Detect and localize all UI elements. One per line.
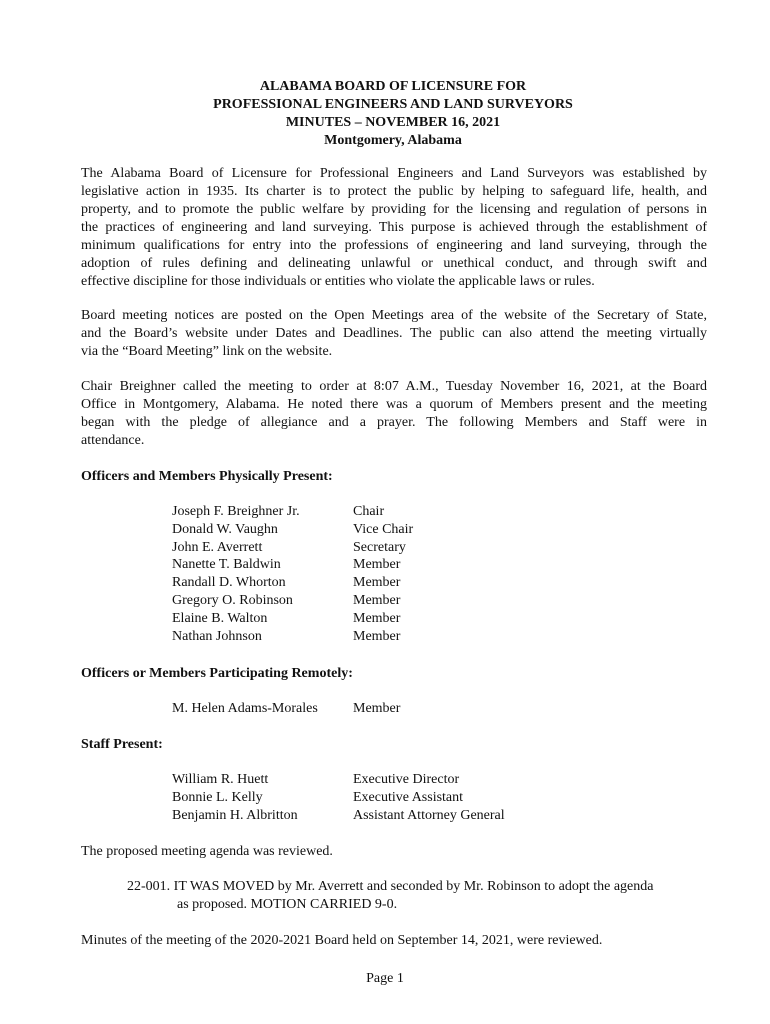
page-number: Page 1 (366, 971, 404, 986)
member-name: Elaine B. Walton (172, 610, 268, 626)
member-role: Member (353, 628, 401, 644)
member-name: Nathan Johnson (172, 628, 262, 644)
notices-line: via the “Board Meeting” link on the website. (81, 344, 333, 359)
staff-row (172, 807, 505, 825)
member-name: Nanette T. Baldwin (172, 557, 281, 573)
member-name: John E. Averrett (172, 539, 263, 555)
member-row (172, 592, 413, 610)
member-role: Vice Chair (353, 521, 414, 537)
notices-line: and the Board’s website under Dates and Deadlines. The public can also attend the meeting virtually (81, 326, 707, 341)
call-to-order-line: Office in Montgomery, Alabama. He noted there was a quorum of Members present and the meeting (81, 397, 707, 412)
present-members-list (172, 503, 413, 645)
minutes-review-text: Minutes of the meeting of the 2020-2021 Board held on September 14, 2021, were reviewed. (81, 933, 603, 948)
member-row (172, 628, 413, 646)
member-role: Chair (353, 504, 385, 519)
motion-22-001 (127, 878, 708, 914)
remote-members-list (172, 700, 400, 718)
intro-line: legislative action in 1935. Its charter is to protect the public by helping to safeguard life, health, and (81, 184, 707, 199)
intro-line: effective discipline for those individuals or entities who violate the applicable laws or rules. (81, 274, 595, 289)
title-line-1: ALABAMA BOARD OF LICENSURE FOR (259, 79, 527, 94)
member-role: Member (353, 557, 401, 573)
staff-row (172, 771, 505, 789)
member-name: Joseph F. Breighner Jr. (172, 504, 300, 519)
call-to-order-paragraph (81, 378, 707, 450)
title-line-4: Montgomery, Alabama (324, 133, 462, 148)
member-row (172, 556, 413, 574)
member-role: Member (353, 592, 401, 608)
member-row (172, 700, 400, 718)
motion-line-1: 22-001. IT WAS MOVED by Mr. Averrett and seconded by Mr. Robinson to adopt the agenda (127, 879, 654, 894)
call-to-order-line: began with the pledge of allegiance and a prayer. The following Members and Staff were in (81, 415, 707, 430)
member-row (172, 539, 413, 557)
call-to-order-line: Chair Breighner called the meeting to order at 8:07 A.M., Tuesday November 16, 2021, at the Board (81, 379, 707, 394)
staff-list (172, 771, 505, 824)
present-heading: Officers and Members Physically Present: (81, 469, 333, 484)
intro-line: The Alabama Board of Licensure for Professional Engineers and Land Surveyors was established by (81, 166, 707, 181)
title-line-2: PROFESSIONAL ENGINEERS AND LAND SURVEYORS (213, 97, 573, 112)
staff-name: Bonnie L. Kelly (172, 789, 263, 805)
title-line-3: MINUTES – NOVEMBER 16, 2021 (285, 115, 501, 130)
member-role: Member (353, 701, 401, 716)
intro-line: the practices of engineering and land surveying. This purpose is achieved through the establishment of (81, 220, 707, 235)
call-to-order-line: attendance. (81, 433, 145, 448)
member-role: Member (353, 610, 401, 626)
notices-line: Board meeting notices are posted on the Open Meetings area of the website of the Secretary of State, (81, 308, 707, 323)
agenda-review-text: The proposed meeting agenda was reviewed. (81, 844, 333, 859)
staff-role: Executive Assistant (353, 789, 464, 805)
member-row (172, 610, 413, 628)
intro-line: property, and to promote the public welfare by providing for the licensing and regulation of persons in (81, 202, 707, 217)
member-role: Secretary (353, 539, 406, 555)
member-row (172, 503, 413, 521)
intro-line: minimum qualifications for entry into the professions of engineering and land surveying, through the (81, 238, 707, 253)
document-title (80, 78, 706, 150)
member-name: Gregory O. Robinson (172, 592, 293, 608)
member-row (172, 574, 413, 592)
staff-role: Assistant Attorney General (353, 807, 505, 823)
remote-heading: Officers or Members Participating Remotely: (81, 666, 353, 681)
staff-name: Benjamin H. Albritton (172, 807, 298, 823)
member-role: Member (353, 575, 401, 591)
staff-row (172, 789, 505, 807)
intro-line: adoption of rules defining and delineating unlawful or unethical conduct, and through swift and (81, 256, 707, 271)
member-name: M. Helen Adams-Morales (172, 701, 318, 716)
staff-role: Executive Director (353, 772, 460, 787)
member-name: Donald W. Vaughn (172, 521, 278, 537)
notices-paragraph (81, 307, 707, 361)
intro-paragraph (81, 165, 707, 291)
member-row (172, 521, 413, 539)
staff-name: William R. Huett (172, 772, 269, 787)
staff-heading: Staff Present: (81, 737, 163, 752)
motion-line-2: as proposed. MOTION CARRIED 9-0. (177, 897, 398, 912)
member-name: Randall D. Whorton (172, 575, 286, 591)
